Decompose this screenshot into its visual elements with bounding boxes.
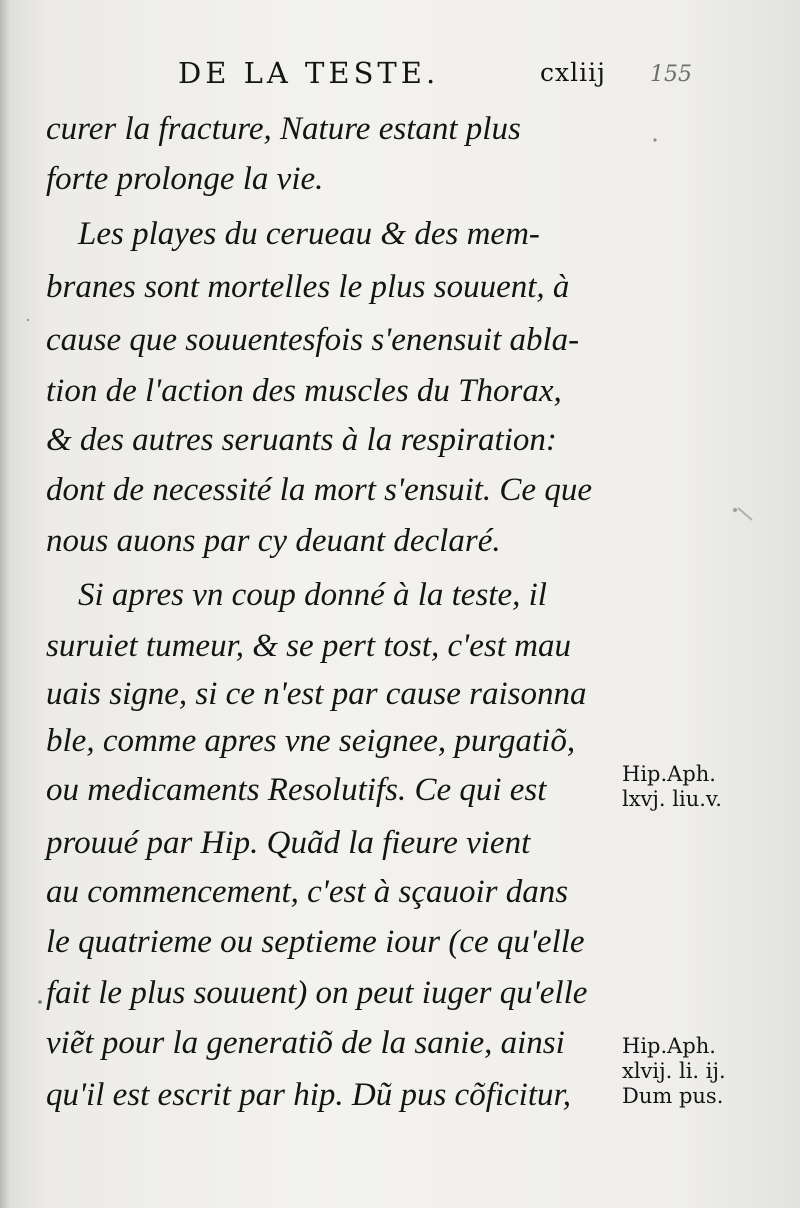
ink-speck: [653, 138, 656, 141]
text-line-3: Les playes du cerueau & des mem-: [78, 216, 540, 252]
text-line-15: prouué par Hip. Quãd la fieure vient: [46, 825, 531, 861]
margin-note-2-line-1: Hip.Aph.: [622, 1034, 716, 1058]
text-line-20: qu'il est escrit par hip. Dũ pus cõficitur,: [46, 1077, 571, 1113]
text-line-2: forte prolonge la vie.: [46, 161, 324, 197]
text-line-7: & des autres seruants à la respiration:: [46, 422, 557, 458]
text-line-10: Si apres vn coup donné à la teste, il: [78, 577, 547, 613]
text-line-19: viẽt pour la generatiõ de la sanie, ainsi: [46, 1025, 565, 1061]
margin-note-2-line-2: xlvij. li. ij.: [622, 1059, 726, 1083]
ink-speck: [733, 508, 737, 512]
pencil-page-number: 155: [650, 62, 692, 87]
text-line-16: au commencement, c'est à sçauoir dans: [46, 874, 569, 910]
text-line-18: fait le plus souuent) on peut iuger qu'elle: [46, 975, 588, 1011]
text-line-11: suruiet tumeur, & se pert tost, c'est mau: [46, 628, 571, 664]
margin-note-1-line-1: Hip.Aph.: [622, 762, 716, 786]
running-head-title: DE LA TESTE.: [178, 56, 440, 90]
text-line-12: uais signe, si ce n'est par cause raisonna: [46, 676, 587, 712]
text-line-5: cause que souuentesfois s'enensuit abla-: [46, 322, 580, 358]
paper-mark: [738, 508, 752, 520]
text-line-9: nous auons par cy deuant declaré.: [46, 523, 501, 559]
text-line-13: ble, comme apres vne seignee, purgatiõ,: [46, 723, 576, 759]
text-line-14: ou medicaments Resolutifs. Ce qui est: [46, 772, 547, 808]
ink-speck: [38, 1000, 42, 1004]
folio-number: cxliij: [540, 58, 606, 87]
text-line-8: dont de necessité la mort s'ensuit. Ce que: [46, 472, 592, 508]
text-line-1: curer la fracture, Nature estant plus: [46, 111, 521, 147]
margin-note-1-line-2: lxvj. liu.v.: [622, 787, 722, 811]
text-line-17: le quatrieme ou septieme iour (ce qu'elle: [46, 924, 585, 960]
text-line-6: tion de l'action des muscles du Thorax,: [46, 373, 562, 409]
ink-speck: [27, 319, 29, 321]
margin-note-2-line-3: Dum pus.: [622, 1084, 724, 1108]
text-line-4: branes sont mortelles le plus souuent, à: [46, 269, 570, 305]
